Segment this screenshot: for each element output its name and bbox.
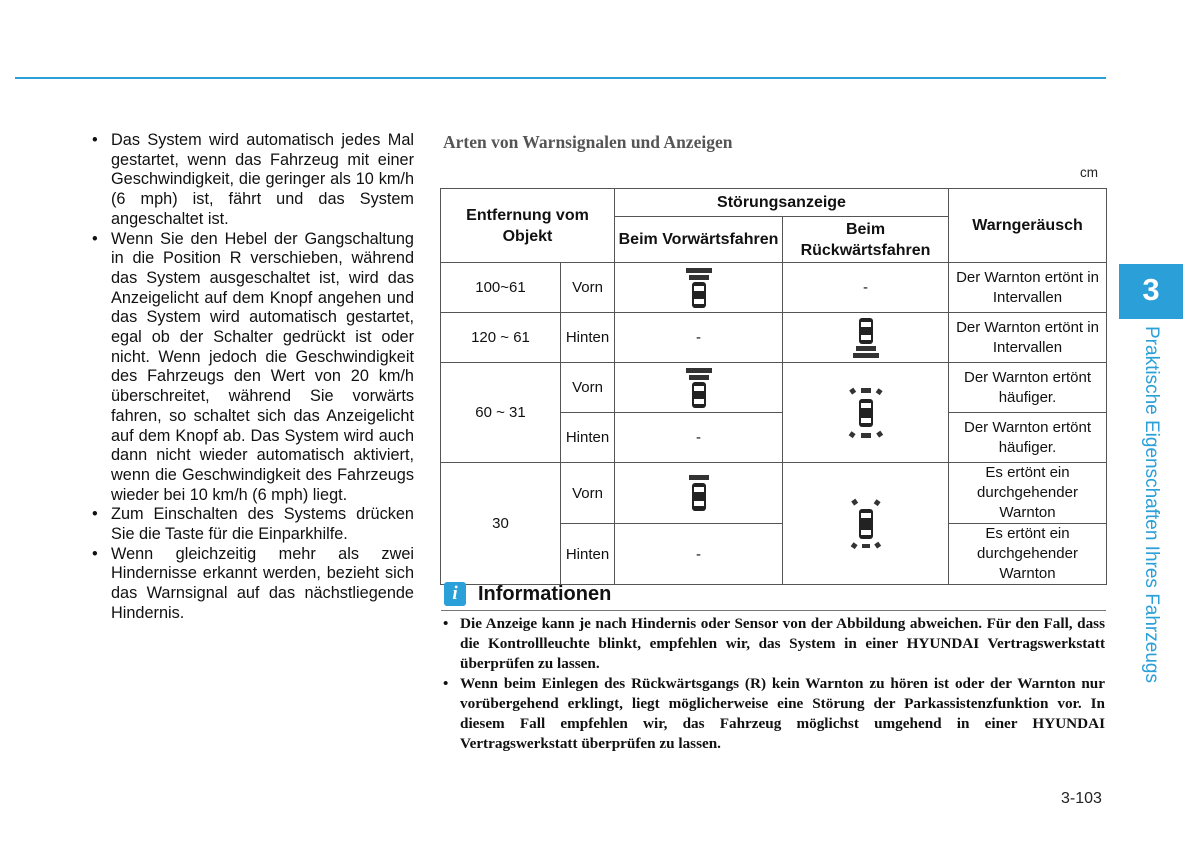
forward-cell: - (615, 524, 783, 585)
position-cell: Hinten (561, 413, 615, 463)
position-cell: Hinten (561, 313, 615, 363)
table-row (441, 263, 1107, 313)
page-number: 3-103 (1061, 790, 1102, 807)
header-rule (15, 77, 1106, 79)
car-rear-warning-icon (851, 316, 881, 360)
reverse-cell (783, 463, 949, 585)
sound-cell: Es ertönt ein durchgehender Warnton (949, 524, 1107, 585)
warning-table (440, 188, 1107, 585)
info-rule (441, 610, 1106, 611)
bullet-item: • Das System wird automatisch jedes Mal gestartet, wenn das Fahrzeug mit einer Geschwindigkeit, die geringer als 10 km/h (6 mph) ist, fährt und das System angeschaltet ist. (92, 131, 414, 230)
sound-cell: Der Warnton ertönt häufiger. (949, 413, 1107, 463)
left-column (92, 131, 414, 624)
forward-cell: - (615, 313, 783, 363)
forward-cell (615, 263, 783, 313)
table-row (441, 363, 1107, 413)
info-icon: i (444, 582, 466, 606)
col-reverse-header: Beim Rückwärtsfahren (783, 217, 949, 263)
bullet-item: • Wenn Sie den Hebel der Gangschaltung in die Position R verschieben, während das System ausgeschaltet ist, wird das Anzeigelicht auf dem Knopf angehen und das System wird automatisch gestartet, egal ob der Schalter gedrückt ist oder nicht. Wenn jedoch die Geschwindigkeit des Fahrzeugs den Wert von 20 km/h überschreitet, während Sie vorwärts fahren, so schaltet sich das Anzeigelicht auf dem Knopf ab. Das System wird auch dann nicht wieder automatisch aktiviert, wenn die Geschwindigkeit des Fahrzeugs wieder bei 10 km/h (6 mph) liegt. (92, 230, 414, 506)
distance-cell: 120 ~ 61 (441, 313, 561, 363)
forward-cell (615, 363, 783, 413)
distance-cell: 30 (441, 463, 561, 585)
car-front-rear-warning-icon (848, 386, 884, 440)
forward-cell (615, 463, 783, 524)
sound-cell: Der Warnton ertönt in Intervallen (949, 313, 1107, 363)
sound-cell: Der Warnton ertönt in Intervallen (949, 263, 1107, 313)
distance-cell: 100~61 (441, 263, 561, 313)
reverse-cell (783, 363, 949, 463)
bullet-item: • Wenn gleichzeitig mehr als zwei Hindernisse erkannt werden, bezieht sich das Warnsignal auf das nächstliegende Hindernis. (92, 545, 414, 624)
forward-cell: - (615, 413, 783, 463)
car-front-warning-icon (684, 366, 714, 410)
col-sound-header: Warngeräusch (949, 189, 1107, 263)
table-row (441, 463, 1107, 524)
reverse-cell (783, 313, 949, 363)
position-cell: Vorn (561, 363, 615, 413)
position-cell: Vorn (561, 263, 615, 313)
info-header (444, 582, 611, 606)
chapter-number: 3 (1119, 264, 1183, 319)
info-bullet: • Wenn beim Einlegen des Rückwärtsgangs (R) kein Warnton zu hören ist oder der Warnton nur vorübergehend erklingt, liegt möglicherweise eine Störung der Parkassistenzfunktion vor. In diesem Fall empfehlen wir, das Fahrzeug möglichst umgehend in einer HYUNDAI Vertragswerkstatt überprüfen zu lassen. (443, 674, 1105, 754)
distance-cell: 60 ~ 31 (441, 363, 561, 463)
info-bullet: • Die Anzeige kann je nach Hindernis oder Sensor von der Abbildung abweichen. Für den Fall, dass die Kontrollleuchte blinkt, empfehlen wir, das System in einer HYUNDAI Vertragswerkstatt überprüfen zu lassen. (443, 614, 1105, 674)
table-row (441, 313, 1107, 363)
section-title: Arten von Warnsignalen und Anzeigen (443, 132, 733, 152)
col-distance-header: Entfernung vom Objekt (441, 189, 615, 263)
unit-label: cm (1080, 165, 1098, 180)
car-front-warning-icon (684, 266, 714, 310)
position-cell: Hinten (561, 524, 615, 585)
bullet-item: • Zum Einschalten des Systems drücken Sie die Taste für die Einparkhilfe. (92, 505, 414, 544)
sound-cell: Es ertönt ein durchgehender Warnton (949, 463, 1107, 524)
reverse-cell: - (783, 263, 949, 313)
chapter-label: Praktische Eigenschaften Ihres Fahrzeugs (1141, 326, 1162, 683)
position-cell: Vorn (561, 463, 615, 524)
info-list (443, 614, 1105, 754)
col-display-header: Störungsanzeige (615, 189, 949, 217)
sound-cell: Der Warnton ertönt häufiger. (949, 363, 1107, 413)
info-title: Informationen (478, 582, 612, 605)
car-front-warning-icon (684, 471, 714, 515)
car-front-rear-warning-icon (848, 497, 884, 551)
col-forward-header: Beim Vorwärtsfahren (615, 217, 783, 263)
